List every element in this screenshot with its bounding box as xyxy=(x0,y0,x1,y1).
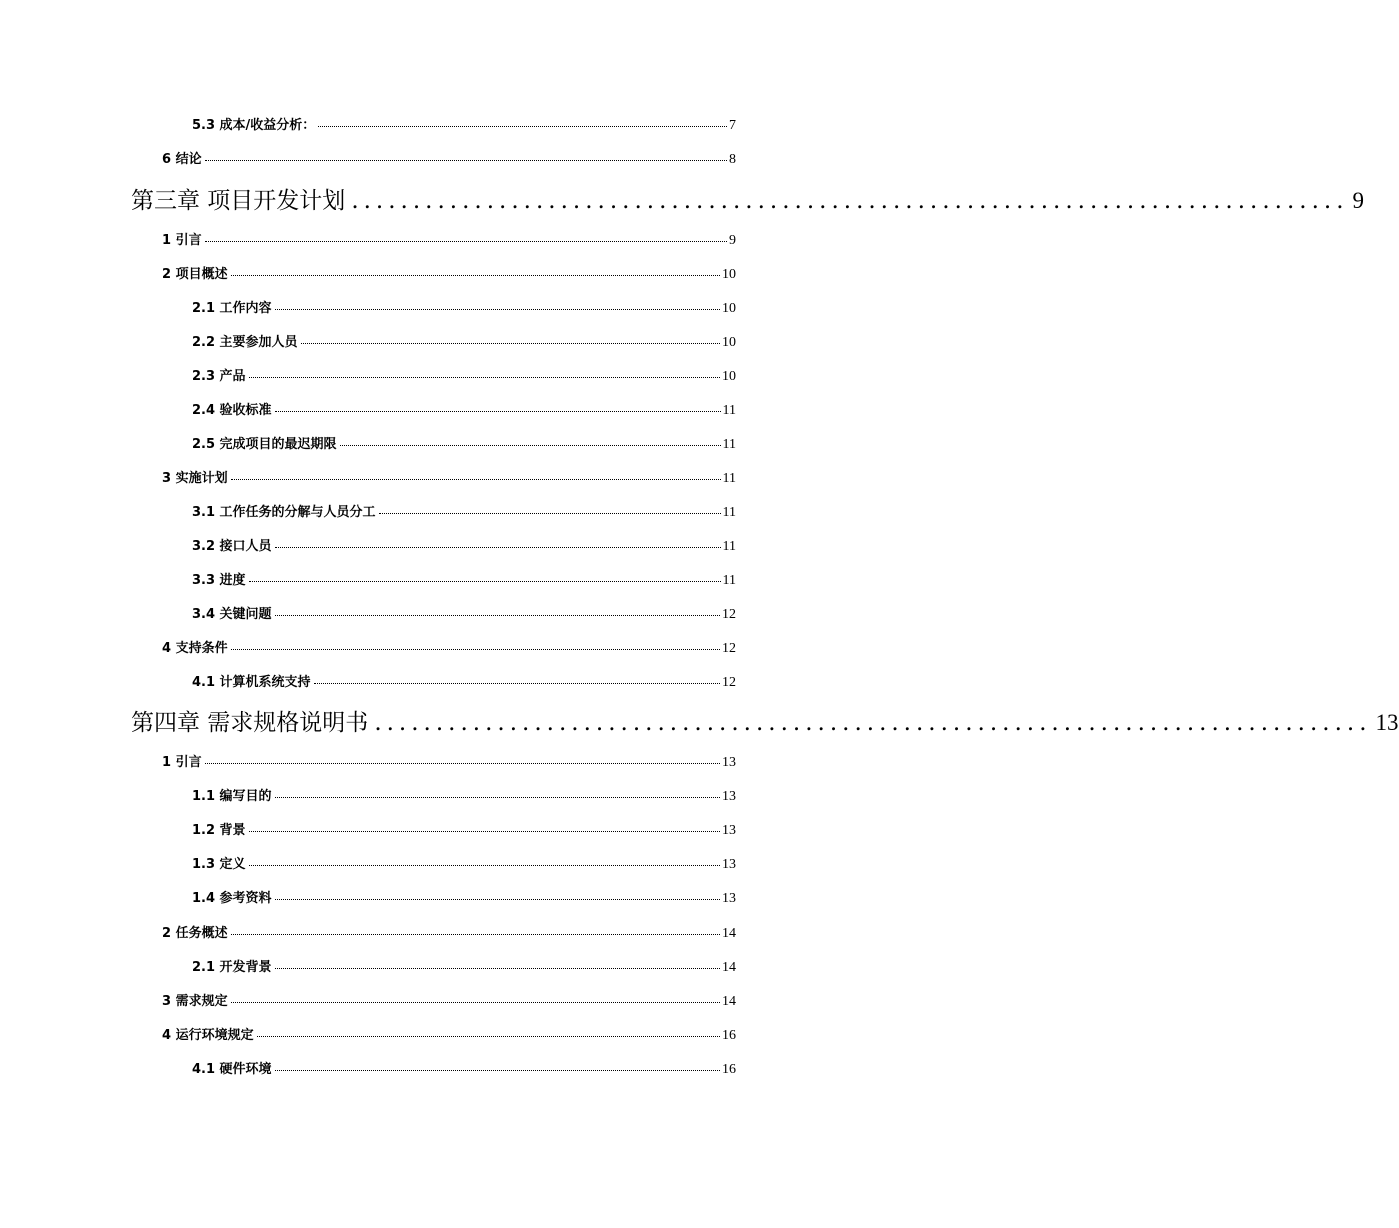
toc-entry-ch3-2-1[interactable] xyxy=(192,297,736,317)
toc-entry-label: 3 实施计划 xyxy=(162,471,228,486)
dot-leader xyxy=(205,160,727,161)
toc-page-number: 9 xyxy=(1352,188,1365,213)
dot-leader xyxy=(340,445,721,446)
toc-entry-label: 3 需求规定 xyxy=(162,994,228,1009)
toc-entry-label: 2.5 完成项目的最迟期限 xyxy=(192,437,337,452)
toc-entry-label: 3.1 工作任务的分解与人员分工 xyxy=(192,505,376,520)
dot-leader xyxy=(231,275,720,276)
dot-leader xyxy=(275,411,721,412)
toc-page-number: 14 xyxy=(722,960,736,975)
dot-leader xyxy=(249,865,720,866)
toc-entry-ch4-2[interactable] xyxy=(162,922,736,942)
toc-page-number: 11 xyxy=(722,573,736,588)
toc-page-number: 10 xyxy=(722,267,736,282)
dot-leader: ................................................................................. xyxy=(351,188,1349,214)
dot-leader xyxy=(275,1070,720,1071)
toc-chapter-label: 第三章 项目开发计划 xyxy=(131,188,346,214)
toc-entry-ch4-4[interactable] xyxy=(162,1024,736,1044)
toc-page-number: 16 xyxy=(722,1062,736,1077)
toc-page-number: 13 xyxy=(722,789,736,804)
toc-entry-label: 2.2 主要参加人员 xyxy=(192,335,298,350)
toc-entry-ch3-3[interactable] xyxy=(162,467,736,487)
toc-entry-ch4-1-1[interactable] xyxy=(192,785,736,805)
toc-entry-ch3-2-4[interactable] xyxy=(192,399,736,419)
dot-leader xyxy=(314,683,720,684)
dot-leader xyxy=(275,968,720,969)
toc-entry-label: 1.4 参考资料 xyxy=(192,891,272,906)
dot-leader xyxy=(231,934,720,935)
toc-page-number: 13 xyxy=(722,755,736,770)
toc-entry-ch3-3-4[interactable] xyxy=(192,603,736,623)
toc-entry-label: 4 运行环境规定 xyxy=(162,1028,254,1043)
toc-page-number: 12 xyxy=(722,675,736,690)
toc-page-number: 11 xyxy=(722,403,736,418)
toc-entry-label: 6 结论 xyxy=(162,152,202,167)
toc-page-number: 16 xyxy=(722,1028,736,1043)
toc-chapter-3[interactable] xyxy=(131,182,1365,215)
toc-entry-5-3[interactable] xyxy=(192,114,736,134)
toc-entry-label: 2 项目概述 xyxy=(162,267,228,282)
toc-entry-ch3-2-2[interactable] xyxy=(192,331,736,351)
toc-page-number: 11 xyxy=(722,539,736,554)
toc-page-number: 13 xyxy=(1375,710,1399,735)
toc-entry-ch4-1[interactable] xyxy=(162,751,736,771)
toc-entry-ch4-4-1[interactable] xyxy=(192,1058,736,1078)
toc-entry-ch3-4[interactable] xyxy=(162,637,736,657)
toc-entry-label: 3.2 接口人员 xyxy=(192,539,272,554)
toc-chapter-4[interactable] xyxy=(131,704,1399,737)
dot-leader xyxy=(275,797,720,798)
toc-page-number: 9 xyxy=(729,233,736,248)
dot-leader xyxy=(275,899,720,900)
dot-leader xyxy=(301,343,720,344)
toc-entry-label: 4.1 计算机系统支持 xyxy=(192,675,311,690)
dot-leader xyxy=(379,513,721,514)
toc-page-number: 14 xyxy=(722,994,736,1009)
dot-leader: ................................................................................. xyxy=(374,710,1372,736)
toc-entry-ch3-4-1[interactable] xyxy=(192,671,736,691)
toc-page-number: 13 xyxy=(722,891,736,906)
toc-entry-ch3-3-2[interactable] xyxy=(192,535,736,555)
toc-entry-ch3-3-3[interactable] xyxy=(192,569,736,589)
toc-page-number: 11 xyxy=(722,437,736,452)
toc-entry-label: 2.4 验收标准 xyxy=(192,403,272,418)
toc-page-number: 10 xyxy=(722,301,736,316)
toc-entry-label: 1 引言 xyxy=(162,755,202,770)
toc-page-number: 11 xyxy=(722,505,736,520)
toc-entry-label: 4.1 硬件环境 xyxy=(192,1062,272,1077)
toc-entry-ch3-1[interactable] xyxy=(162,229,736,249)
toc-entry-label: 2.1 工作内容 xyxy=(192,301,272,316)
toc-entry-label: 1 引言 xyxy=(162,233,202,248)
dot-leader xyxy=(205,763,720,764)
toc-entry-label: 1.1 编写目的 xyxy=(192,789,272,804)
toc-page-number: 10 xyxy=(722,369,736,384)
toc-page-number: 13 xyxy=(722,857,736,872)
toc-entry-label: 3.3 进度 xyxy=(192,573,246,588)
dot-leader xyxy=(275,615,720,616)
toc-entry-label: 1.3 定义 xyxy=(192,857,246,872)
toc-entry-ch4-1-3[interactable] xyxy=(192,853,736,873)
toc-entry-label: 4 支持条件 xyxy=(162,641,228,656)
dot-leader xyxy=(231,479,721,480)
toc-page-number: 13 xyxy=(722,823,736,838)
toc-page-number: 11 xyxy=(722,471,736,486)
toc-entry-ch4-3[interactable] xyxy=(162,990,736,1010)
toc-entry-label: 2.3 产品 xyxy=(192,369,246,384)
dot-leader xyxy=(205,241,727,242)
toc-entry-label: 5.3 成本/收益分析： xyxy=(192,118,316,133)
dot-leader xyxy=(275,547,721,548)
dot-leader xyxy=(249,377,720,378)
toc-entry-ch4-1-2[interactable] xyxy=(192,819,736,839)
toc-entry-ch3-2-3[interactable] xyxy=(192,365,736,385)
toc-entry-ch4-1-4[interactable] xyxy=(192,887,736,907)
toc-entry-label: 3.4 关键问题 xyxy=(192,607,272,622)
dot-leader xyxy=(249,831,720,832)
toc-entry-ch3-3-1[interactable] xyxy=(192,501,736,521)
toc-page-number: 12 xyxy=(722,607,736,622)
dot-leader xyxy=(231,1002,720,1003)
toc-chapter-label: 第四章 需求规格说明书 xyxy=(131,710,369,736)
toc-entry-ch3-2-5[interactable] xyxy=(192,433,736,453)
toc-entry-ch3-2[interactable] xyxy=(162,263,736,283)
dot-leader xyxy=(257,1036,720,1037)
dot-leader xyxy=(249,581,721,582)
toc-page-number: 8 xyxy=(729,152,736,167)
toc-entry-label: 1.2 背景 xyxy=(192,823,246,838)
toc-entry-label: 2 任务概述 xyxy=(162,926,228,941)
toc-entry-6[interactable] xyxy=(162,148,736,168)
toc-entry-label: 2.1 开发背景 xyxy=(192,960,272,975)
dot-leader xyxy=(231,649,720,650)
toc-entry-ch4-2-1[interactable] xyxy=(192,956,736,976)
dot-leader xyxy=(275,309,720,310)
toc-page-number: 12 xyxy=(722,641,736,656)
toc-page-number: 14 xyxy=(722,926,736,941)
toc-page-number: 10 xyxy=(722,335,736,350)
dot-leader xyxy=(318,126,727,127)
toc-page-number: 7 xyxy=(729,118,736,133)
